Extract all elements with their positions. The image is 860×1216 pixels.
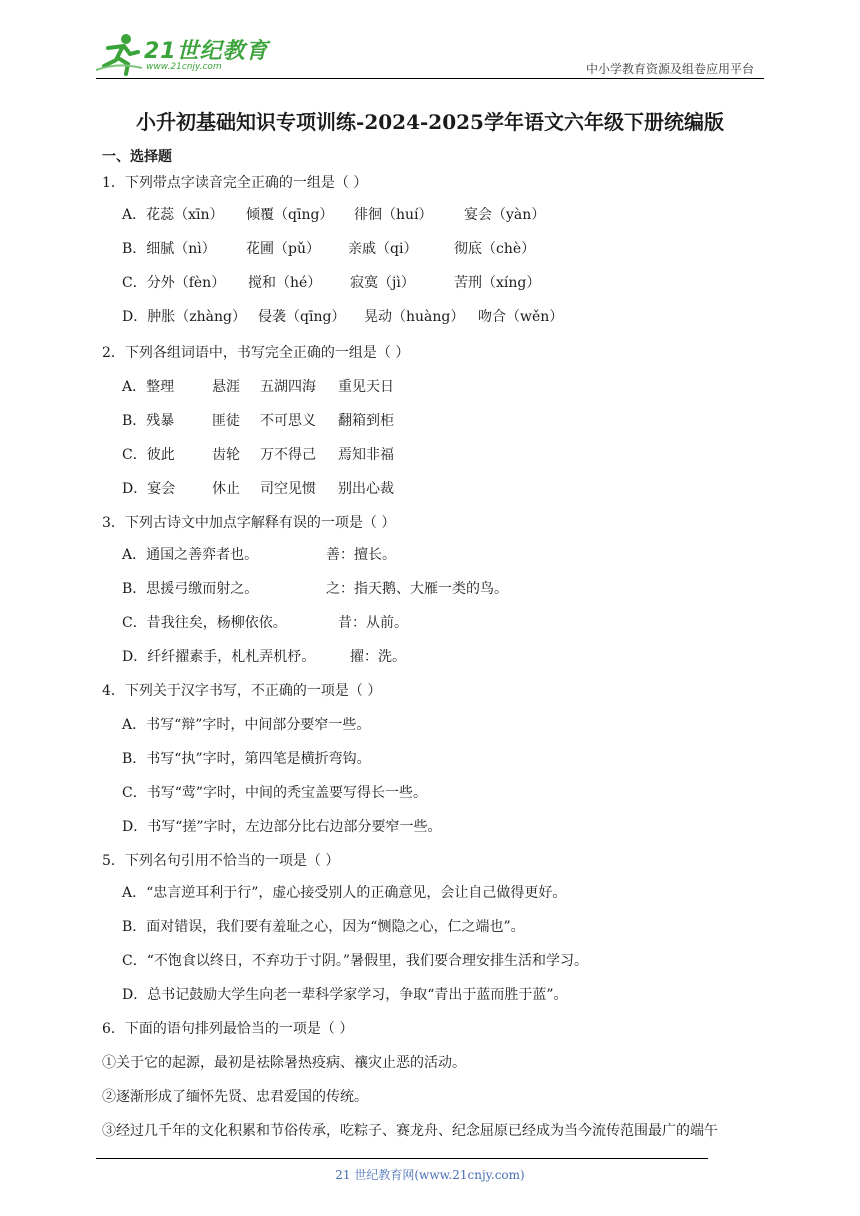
page-header (0, 0, 860, 82)
option-item: 悬涯 (212, 379, 240, 395)
option-item: 五湖四海 (260, 379, 316, 395)
option-item: 晃动（huàng） (364, 309, 465, 325)
platform-name: 中小学教育资源及组卷应用平台 (585, 62, 754, 76)
question-2-stem: 2．下列各组词语中，书写完全正确的一组是（ ） (102, 345, 410, 361)
page-title: 小升初基础知识专项训练-2024-2025学年语文六年级下册统编版 (136, 110, 724, 134)
question-1-stem: 1．下列带点字读音完全正确的一组是（ ） (102, 175, 368, 191)
option-item: 翻箱到柜 (338, 413, 394, 429)
option-item: 倾覆（qīng） (246, 207, 334, 223)
option-item: 寂寞（jì） (350, 275, 415, 291)
logo-url: www.21cnjy.com (146, 62, 222, 72)
logo (94, 32, 269, 76)
option-item: B．残暴 (122, 413, 175, 429)
question-4-option-b[interactable]: B．书写“执”字时，第四笔是横折弯钩。 (122, 751, 371, 767)
option-item: 吻合（wěn） (478, 309, 564, 325)
option-item: C．彼此 (122, 447, 175, 463)
option-item: 亲戚（qi） (348, 241, 418, 257)
option-item: 万不得己 (260, 447, 316, 463)
option-item: 善：擅长。 (326, 547, 396, 563)
option-item: 休止 (212, 481, 240, 497)
option-item: 司空见惯 (260, 481, 316, 497)
option-item: 别出心裁 (338, 481, 394, 497)
question-6-stem: 6．下面的语句排列最恰当的一项是（ ） (102, 1021, 354, 1037)
runner-logo-icon (94, 32, 144, 76)
footer-text[interactable]: 21 世纪教育网(www.21cnjy.com) (335, 1168, 525, 1182)
option-item: 搅和（hé） (248, 275, 322, 291)
option-item: 花圃（pǔ） (246, 241, 320, 257)
section-heading: 一、选择题 (102, 149, 172, 165)
question-5-option-b[interactable]: B．面对错误，我们要有羞耻之心，因为“恻隐之心，仁之端也”。 (122, 919, 525, 935)
logo-text: 21世纪教育 (144, 39, 269, 64)
option-item: D．纤纤擢素手，札札弄机杼。 (122, 649, 316, 665)
question-3-stem: 3．下列古诗文中加点字解释有误的一项是（ ） (102, 515, 396, 531)
option-item: A．通国之善弈者也。 (122, 547, 259, 563)
option-item: 之：指天鹅、大雁一类的鸟。 (326, 581, 508, 597)
option-item: 侵袭（qīng） (258, 309, 346, 325)
option-item: 不可思义 (260, 413, 316, 429)
option-item: 昔：从前。 (338, 615, 408, 631)
question-4-option-c[interactable]: C．书写“莺”字时，中间的秃宝盖要写得长一些。 (122, 785, 428, 801)
option-item: D．肿胀（zhàng） (122, 309, 246, 325)
option-item: C．分外（fèn） (122, 275, 226, 291)
question-4-stem: 4．下列关于汉字书写，不正确的一项是（ ） (102, 683, 382, 699)
question-4-option-a[interactable]: A．书写“辩”字时，中间部分要窄一些。 (122, 717, 371, 733)
option-item: B．思援弓缴而射之。 (122, 581, 259, 597)
question-5-stem: 5．下列名句引用不恰当的一项是（ ） (102, 853, 340, 869)
question-5-option-d[interactable]: D．总书记鼓励大学生向老一辈科学家学习，争取“青出于蓝而胜于蓝”。 (122, 987, 568, 1003)
option-item: 彻底（chè） (454, 241, 536, 257)
option-item: 徘徊（huí） (354, 207, 433, 223)
option-item: 焉知非福 (338, 447, 394, 463)
option-item: 苦刑（xíng） (454, 275, 541, 291)
question-6-sentence-1: ①关于它的起源，最初是祛除暑热疫病、禳灾止恶的活动。 (102, 1055, 466, 1071)
option-item: 齿轮 (212, 447, 240, 463)
option-item: 重见天日 (338, 379, 394, 395)
question-6-sentence-2: ②逐渐形成了缅怀先贤、忠君爱国的传统。 (102, 1089, 368, 1105)
option-item: D．宴会 (122, 481, 176, 497)
option-item: 匪徒 (212, 413, 240, 429)
option-item: A．花蕊（xīn） (122, 207, 224, 223)
option-item: C．昔我往矣，杨柳依依。 (122, 615, 287, 631)
header-divider (96, 78, 764, 79)
option-item: B．细腻（nì） (122, 241, 216, 257)
question-4-option-d[interactable]: D．书写“搓”字时，左边部分比右边部分要窄一些。 (122, 819, 442, 835)
question-6-sentence-3: ③经过几千年的文化积累和节俗传承，吃粽子、赛龙舟、纪念屈原已经成为当今流传范围最广的端午 (102, 1123, 718, 1139)
question-5-option-a[interactable]: A．“忠言逆耳利于行”，虚心接受别人的正确意见，会让自己做得更好。 (122, 885, 567, 901)
option-item: A．整理 (122, 379, 175, 395)
option-item: 宴会（yàn） (464, 207, 546, 223)
question-5-option-c[interactable]: C．“不饱食以终日，不弃功于寸阴。”暑假里，我们要合理安排生活和学习。 (122, 953, 589, 969)
option-item: 擢：洗。 (350, 649, 406, 665)
footer-divider (96, 1158, 708, 1159)
